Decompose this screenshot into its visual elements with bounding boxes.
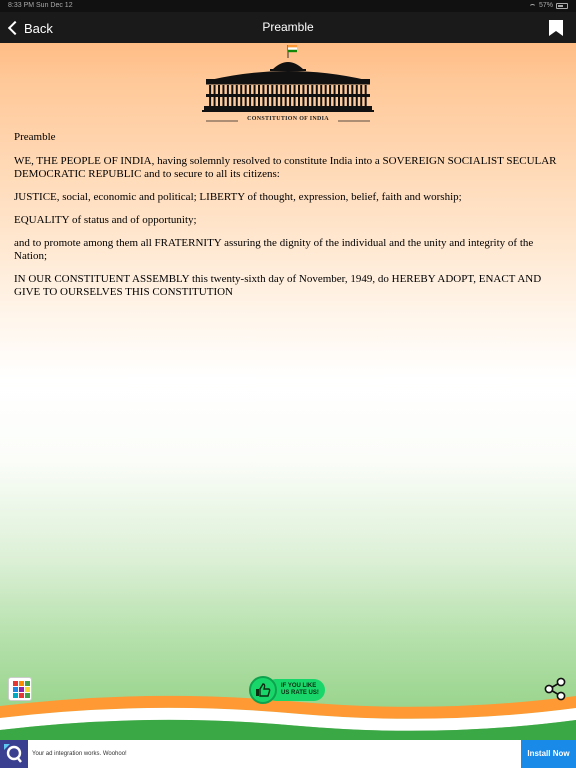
preamble-paragraph: IN OUR CONSTITUENT ASSEMBLY this twenty-sixth day of November, 1949, do HEREBY ADOPT, ENACT AND GIVE TO OURSELVES THIS CONSTITUTION: [14, 273, 542, 298]
status-time: 8:33 PM Sun Dec 12: [8, 2, 73, 9]
battery-percent: 57%: [538, 2, 553, 9]
preamble-paragraph: WE, THE PEOPLE OF INDIA, having solemnly resolved to constitute India into a SOVEREIGN SOCIALIST SECULAR DEMOCRATIC REPUBLIC and to secure to all its citizens:: [14, 155, 557, 180]
rate-line-1: IF YOU LIKE: [281, 683, 317, 689]
battery-icon: [556, 3, 568, 9]
parliament-emblem: [198, 42, 378, 130]
ad-banner[interactable]: [0, 740, 576, 768]
ad-logo-icon: [0, 740, 28, 768]
chevron-left-icon: [8, 21, 22, 35]
apps-grid-icon[interactable]: [8, 677, 32, 701]
thumbs-up-icon: [249, 676, 277, 704]
back-label: Back: [24, 20, 53, 36]
preamble-content: [14, 131, 560, 309]
preamble-paragraph: JUSTICE, social, economic and political; LIBERTY of thought, expression, belief, faith and worship;: [14, 191, 462, 203]
share-icon[interactable]: [542, 676, 568, 702]
navigation-bar: [0, 12, 576, 43]
preamble-paragraph: EQUALITY of status and of opportunity;: [14, 214, 197, 226]
wifi-icon: [529, 4, 536, 9]
rate-us-button[interactable]: [249, 676, 327, 704]
ad-text: Your ad integration works. Woohoo!: [32, 751, 127, 757]
content-heading: Preamble: [14, 131, 56, 143]
page-title: Preamble: [262, 20, 314, 34]
status-bar: [0, 0, 576, 12]
install-now-button[interactable]: Install Now: [521, 740, 576, 768]
bookmark-icon[interactable]: [548, 19, 564, 37]
rate-line-2: US RATE US!: [281, 690, 319, 696]
back-button[interactable]: [6, 18, 53, 38]
preamble-paragraph: and to promote among them all FRATERNITY assuring the dignity of the individual and the unity and integrity of the Nation;: [14, 237, 534, 262]
status-indicators: [529, 0, 568, 12]
emblem-caption: CONSTITUTION OF INDIA: [247, 116, 329, 122]
